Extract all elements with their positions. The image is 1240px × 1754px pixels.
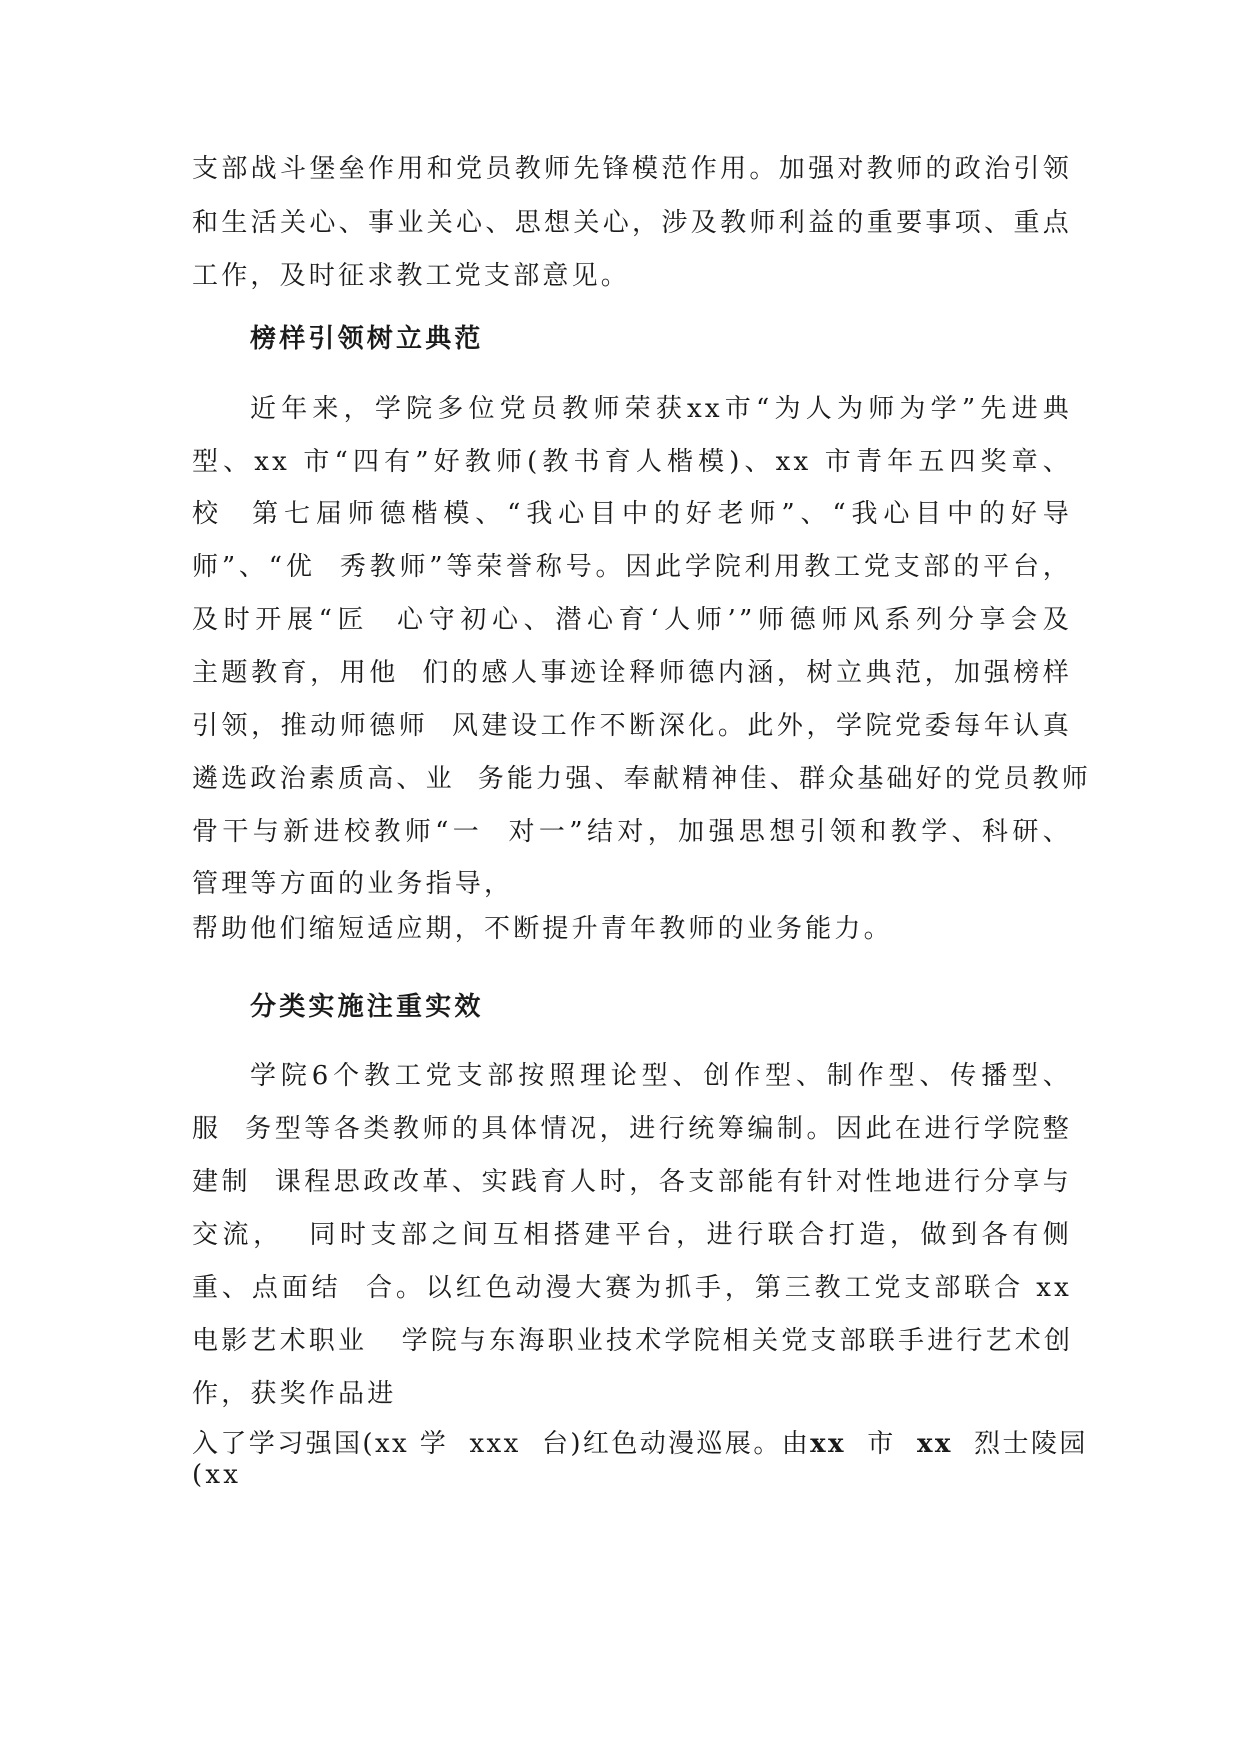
section1-line-2: 型、xx 市“四有”好教师(教书育人楷模)、xx 市青年五四奖章、 [192,447,1072,477]
section1-line-10: 管理等方面的业务指导， [192,869,514,899]
section1-line-8: 遴选政治素质高、业 务能力强、奉献精神佳、群众基础好的党员教师 [192,764,1091,794]
section2-line-2: 服 务型等各类教师的具体情况，进行统筹编制。因此在进行学院整 [192,1114,1072,1144]
section2-line-1: 学院6个教工党支部按照理论型、创作型、制作型、传播型、 [250,1061,1072,1091]
tail-text-1: 入了学习强国(xx 学 xxx 台)红色动漫巡展。由 [192,1429,811,1459]
section2-heading: 分类实施注重实效 [250,992,484,1022]
section1-line-5: 及时开展“匠 心守初心、潜心育‘人师’”师德师风系列分享会及 [192,605,1072,635]
section1-line-9: 骨干与新进校教师“一 对一”结对，加强思想引领和教学、科研、 [192,817,1072,847]
tail-bold-2: xx [917,1429,953,1459]
section1-heading: 榜样引领树立典范 [250,324,484,354]
tail-text-3: 烈士陵园 [952,1429,1088,1459]
section2-line-5: 重、点面结 合。以红色动漫大赛为抓手，第三教工党支部联合 xx [192,1273,1072,1303]
section2-line-6: 电影艺术职业 学院与东海职业技术学院相关党支部联手进行艺术创 [192,1326,1074,1356]
section2-line-7: 作，获奖作品进 [192,1379,397,1409]
section2-line-4: 交流， 同时支部之间互相搭建平台，进行联合打造，做到各有侧 [192,1220,1072,1250]
tail-text-2: 市 [845,1429,918,1459]
section1-line-4: 师”、“优 秀教师”等荣誉称号。因此学院利用教工党支部的平台， [192,552,1072,582]
section1-line-7: 引领，推动师德师 风建设工作不断深化。此外，学院党委每年认真 [192,711,1072,741]
intro-line-2: 和生活关心、事业关心、思想关心，涉及教师利益的重要事项、重点 [192,208,1072,238]
intro-line-1: 支部战斗堡垒作用和党员教师先锋模范作用。加强对教师的政治引领 [192,154,1072,184]
section2-line-3: 建制 课程思政改革、实践育人时，各支部能有针对性地进行分享与 [192,1167,1072,1197]
section1-line-6: 主题教育，用他 们的感人事迹诠释师德内涵，树立典范，加强榜样 [192,658,1072,688]
section1-line-11: 帮助他们缩短适应期，不断提升青年教师的业务能力。 [192,914,893,944]
tail-last-line: (xx [192,1460,242,1490]
intro-line-3: 工作，及时征求教工党支部意见。 [192,261,631,291]
tail-bold-1: xx [810,1429,846,1459]
tail-line [192,1427,1088,1461]
section1-line-3: 校 第七届师德楷模、“我心目中的好老师”、“我心目中的好导 [192,499,1072,529]
section1-line-1: 近年来，学院多位党员教师荣获xx市“为人为师为学”先进典 [250,394,1072,424]
